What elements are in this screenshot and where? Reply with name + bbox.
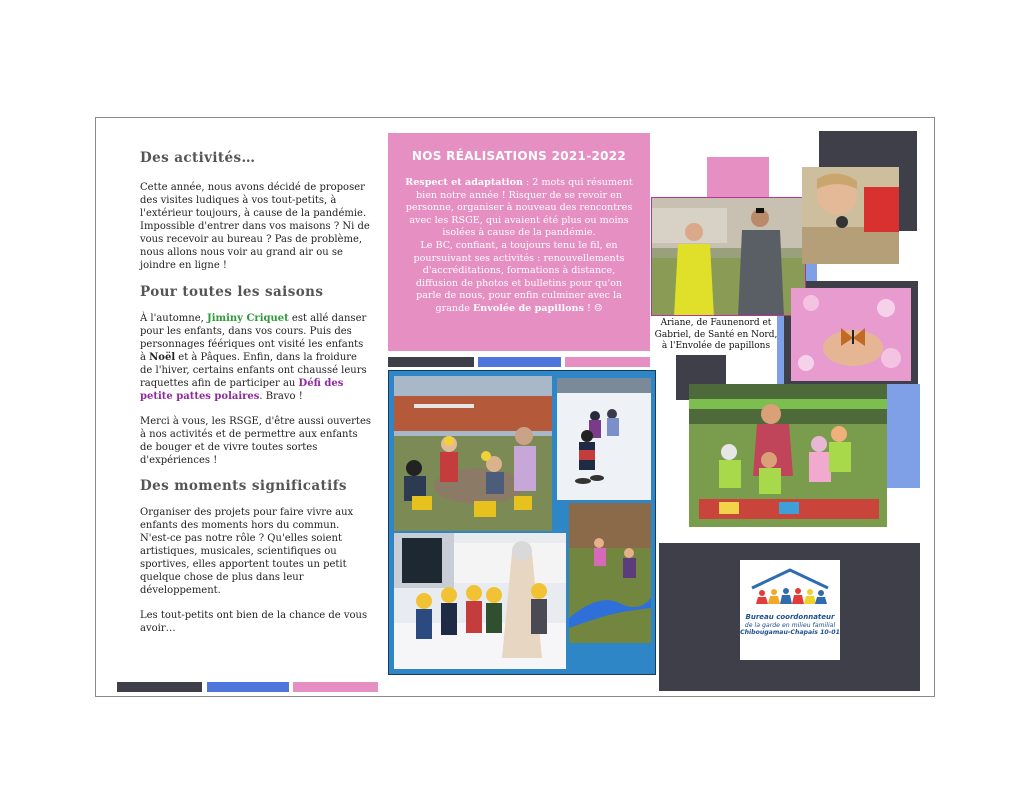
deco-blue-right <box>886 384 920 488</box>
photo-costume-visit <box>394 533 566 669</box>
logo-card <box>740 560 840 660</box>
photo-snowshoe-image <box>557 378 651 500</box>
bar-dark-2 <box>388 357 474 367</box>
jiminy-criquet-text: Jiminy Criquet <box>207 313 289 324</box>
heading-moments: Des moments significatifs <box>140 478 347 494</box>
photo-ariane-gabriel-image <box>652 198 806 316</box>
photo-butterfly <box>791 288 911 381</box>
bar-pink <box>293 682 378 692</box>
photo-ariane-gabriel <box>651 197 806 316</box>
photo-group-butterflies-image <box>689 384 887 527</box>
photo-costume-visit-image <box>394 533 566 669</box>
realisations-box <box>388 133 650 351</box>
photo-snowshoe <box>557 378 651 500</box>
bar-pink-2 <box>565 357 650 367</box>
bar-dark <box>117 682 202 692</box>
left-column <box>140 150 372 635</box>
paragraph-chance: Les tout-petits ont bien de la chance de vous avoir… <box>140 610 368 634</box>
realisations-title: NOS RÉALISATIONS 2021-2022 <box>411 149 627 163</box>
paragraph-merci: Merci à vous, les RSGE, d'être aussi ouvertes à nos activités et de permettre aux enfants de bouger et de vivre toutes sortes d'expériences ! <box>140 416 371 466</box>
deco-pink-square <box>707 157 769 197</box>
photo-playground <box>569 503 651 643</box>
noel-text: Noël <box>149 352 176 363</box>
logo-line-2: de la garde en milieu familial <box>744 621 836 629</box>
photo-child-magnifier <box>802 167 899 264</box>
logo-line-1: Bureau coordonnateur <box>745 613 835 621</box>
photo-children-outdoor <box>394 376 552 531</box>
heading-saisons: Pour toutes les saisons <box>140 284 324 300</box>
logo-house-icon <box>740 560 840 614</box>
photo-group-butterflies <box>689 384 887 527</box>
logo-line-3: Chibougamau-Chapais 10-01 <box>740 629 840 636</box>
defi-text: Défi des petite pattes polaires <box>140 378 344 402</box>
realisations-text: Respect et adaptation : 2 mots qui résument bien notre année ! Risquer de se revoir en personne, organiser à nouveau des rencontres avec les RSGE, qui avaient été plus ou moins isolées à cause de la pandémie. Le BC, confiant, a toujours tenu le fil, en poursuivant ses activités : renouvellements d'accréditations, formations à distance, diffusion de photos et bulletins pour qu'on parle de nous, pour enfin culminer avec la grande Envolée de papillons ! ☺ <box>405 177 633 314</box>
bar-blue <box>207 682 289 692</box>
photo-child-magnifier-image <box>802 167 899 264</box>
photo-children-outdoor-image <box>394 376 552 531</box>
paragraph-activites: Cette année, nous avons décidé de proposer des visites ludiques à vos tout-petits, à l'extérieur toujours, à cause de la pandémie. Impossible d'entrer dans vos maisons ? Ni de vous recevoir au bureau ? Pas de problème, nous allons nous voir au grand air ou se joindre en ligne ! <box>140 182 370 271</box>
photo-caption: Ariane, de Faunenord et Gabriel, de Santé en Nord, à l'Envolée de papillons <box>654 318 778 351</box>
photo-playground-image <box>569 503 651 643</box>
heading-activites: Des activités… <box>140 150 256 166</box>
photo-butterfly-image <box>791 288 911 381</box>
paragraph-saisons: À l'automne, Jiminy Criquet est allé danser pour les enfants, dans vos cours. Puis des personnages féériques ont visité les enfants à Noël et à Pâques. Enfin, dans la froidure de l'hiver, certains enfants ont chaussé leurs raquettes afin de participer au Défi des petite pattes polaires. Bravo ! <box>140 313 367 402</box>
paragraph-moments: Organiser des projets pour faire vivre aux enfants des moments hors du commun. N'est-ce pas notre rôle ? Qu'elles soient artistiques, musicales, scientifiques ou sportives, elles apportent toutes un petit quelque chose de plus dans leur développement. <box>140 507 354 596</box>
bar-blue-2 <box>478 357 561 367</box>
